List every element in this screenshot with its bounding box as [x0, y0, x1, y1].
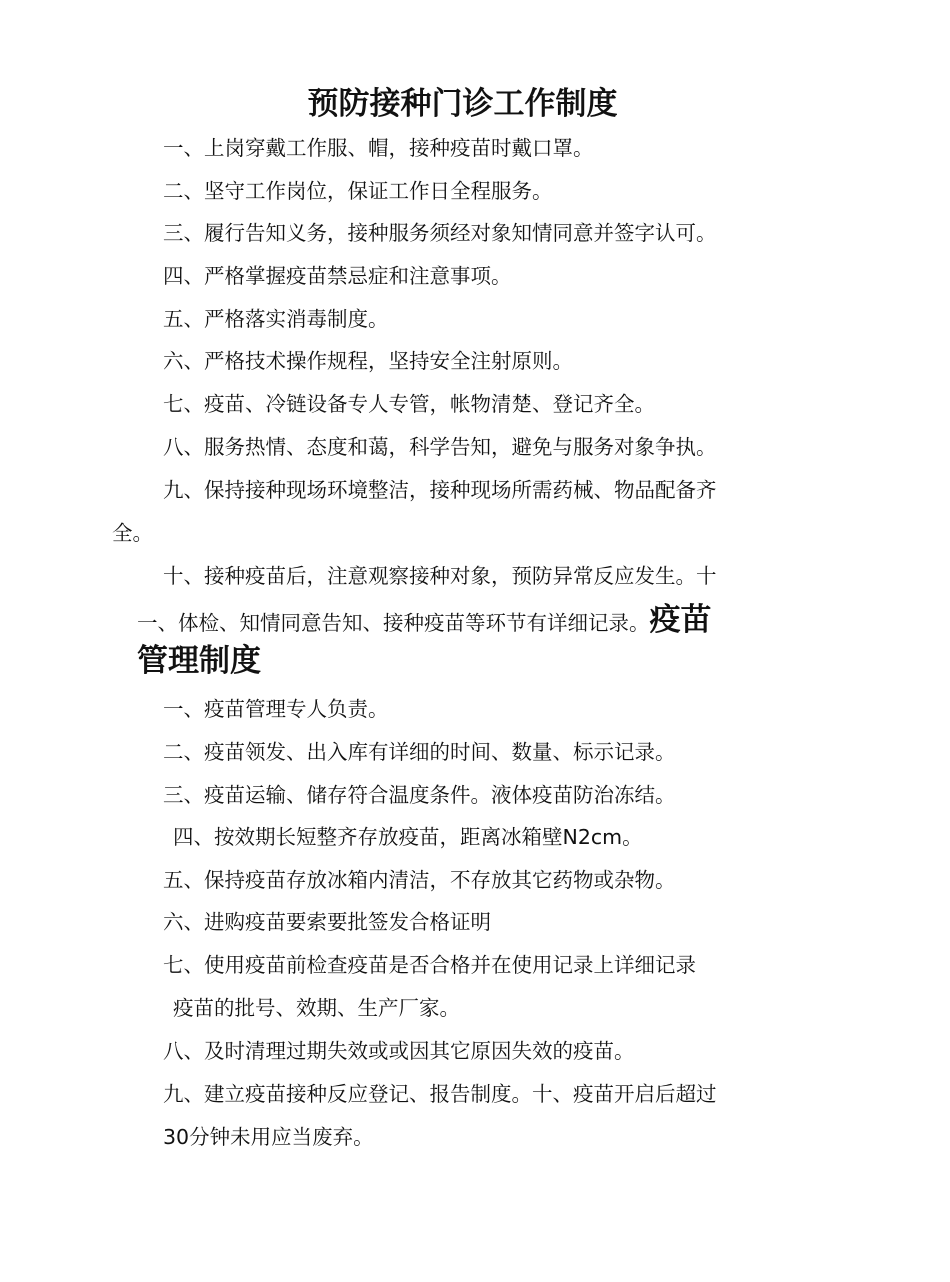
- rule-2-4-line: [173, 822, 643, 852]
- rule-2-10-line: [163, 1122, 374, 1152]
- rule-1-3: 三、履行告知义务，接种服务须经对象知情同意并签字认可。: [163, 221, 717, 245]
- rule-1-2: 二、坚守工作岗位，保证工作日全程服务。: [163, 179, 553, 203]
- rule-1-9: 九、保持接种现场环境整洁，接种现场所需药械、物品配备齐: [163, 478, 717, 502]
- rule-2-9: 九、建立疫苗接种反应登记、报告制度。十、疫苗开启后超过: [163, 1082, 717, 1106]
- rule-1-8: 八、服务热情、态度和蔼，科学告知，避免与服务对象争执。: [163, 435, 717, 459]
- rule-2-1: 一、疫苗管理专人负责。: [163, 697, 389, 721]
- rule-2-6: 六、进购疫苗要索要批签发合格证明: [163, 910, 491, 934]
- rule-2-3: 三、疫苗运输、储存符合温度条件。液体疫苗防治冻结。: [163, 783, 676, 807]
- rule-2-7-cont: 疫苗的批号、效期、生产厂家。: [173, 996, 460, 1020]
- rule-1-9-cont: 全。: [112, 521, 153, 545]
- rule-1-1: 一、上岗穿戴工作服、帽，接种疫苗时戴口罩。: [163, 136, 594, 160]
- rule-2-7: 七、使用疫苗前检查疫苗是否合格并在使用记录上详细记录: [163, 953, 696, 977]
- rule-1-11: 一、体检、知情同意告知、接种疫苗等环节有详细记录。: [137, 611, 650, 635]
- rule-1-4: 四、严格掌握疫苗禁忌症和注意事项。: [163, 264, 512, 288]
- document-title: 预防接种门诊工作制度: [307, 86, 618, 122]
- rule-2-10-number: 30: [163, 1125, 190, 1149]
- section2-title-part2: 管理制度: [137, 643, 261, 679]
- rule-1-5: 五、严格落实消毒制度。: [163, 307, 389, 331]
- rule-2-5: 五、保持疫苗存放冰箱内清洁，不存放其它药物或杂物。: [163, 868, 676, 892]
- rule-1-10: 十、接种疫苗后，注意观察接种对象，预防异常反应发生。十: [163, 564, 717, 588]
- rule-2-10-cont: 分钟未用应当废弃。: [189, 1125, 374, 1149]
- section2-title-part1: 疫苗: [649, 602, 712, 638]
- rule-1-6: 六、严格技术操作规程，坚持安全注射原则。: [163, 349, 573, 373]
- rule-2-4-distance: N2cm: [562, 825, 623, 849]
- rule-2-2: 二、疫苗领发、出入库有详细的时间、数量、标示记录。: [163, 740, 676, 764]
- rule-2-8: 八、及时清理过期失效或或因其它原因失效的疫苗。: [163, 1039, 635, 1063]
- rule-2-4: 四、按效期长短整齐存放疫苗，距离冰箱壁: [173, 825, 563, 849]
- rule-1-7: 七、疫苗、冷链设备专人专管，帐物清楚、登记齐全。: [163, 392, 655, 416]
- rule-2-4-end: 。: [622, 825, 643, 849]
- rule-1-11-line: [137, 602, 712, 641]
